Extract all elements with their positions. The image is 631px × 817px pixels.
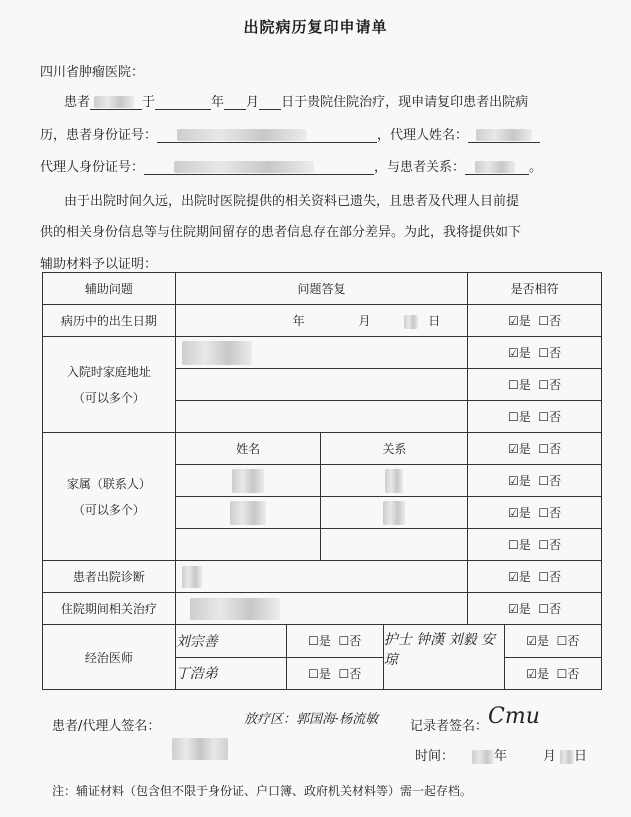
yes-checkbox[interactable]: ☐是 (508, 410, 531, 424)
no-checkbox[interactable]: ☐否 (538, 410, 562, 424)
time-label: 时间： (415, 749, 455, 764)
yes-checkbox[interactable]: ☐是 (308, 634, 331, 649)
recorder-label: 记录者签名： (410, 719, 489, 734)
admit-month-blank[interactable] (224, 95, 246, 110)
family-name-2[interactable] (175, 497, 321, 529)
no-checkbox[interactable]: ☐否 (556, 666, 580, 681)
doctor-2-match[interactable] (286, 657, 383, 689)
doctor-3-match-2[interactable] (504, 657, 601, 689)
year-label: 年 (211, 95, 225, 110)
period: 。 (529, 160, 543, 175)
family-name-1[interactable] (175, 465, 321, 497)
agent-id-blank[interactable] (144, 160, 374, 175)
doctor-grid (175, 625, 601, 690)
patient-id-blank[interactable] (157, 128, 377, 143)
birth-day-label: 日 (428, 314, 441, 328)
yes-checkbox-checked[interactable]: ☑是 (508, 442, 531, 456)
address-multi: （可以多个） (72, 390, 145, 405)
treatment-label: 住院期间相关治疗 (43, 593, 176, 625)
agent-name-label: ，代理人姓名： (377, 128, 469, 143)
signature-label: 患者/代理人签名： (52, 719, 161, 734)
para2-line2: 供的相关身份信息等与住院期间留存的患者信息存在部分差异。为此，我将提供如下 (40, 225, 522, 240)
admit-year-blank[interactable] (155, 95, 211, 110)
yes-checkbox-checked[interactable]: ☑是 (508, 346, 531, 360)
address-label: 入院时家庭地址 (66, 364, 151, 379)
yes-checkbox-checked[interactable]: ☑是 (508, 506, 531, 520)
no-checkbox[interactable]: ☐否 (538, 442, 562, 456)
doctor-1-name[interactable]: 刘宗善 (176, 625, 287, 657)
yes-checkbox[interactable]: ☐是 (508, 538, 531, 552)
header-match: 是否相符 (468, 273, 602, 305)
no-checkbox[interactable]: ☐否 (538, 602, 562, 616)
family-name-header: 姓名 (175, 433, 321, 465)
admit-day-blank[interactable] (259, 95, 281, 110)
doctor-label: 经治医师 (43, 625, 176, 690)
yes-checkbox-checked[interactable]: ☑是 (526, 634, 550, 649)
doctor-2-name[interactable]: 丁浩弟 (176, 657, 287, 689)
birth-match[interactable] (468, 305, 602, 337)
time-day: 日 (574, 749, 588, 764)
para1-line2 (40, 124, 540, 143)
family-relation-1[interactable] (321, 465, 468, 497)
relation-label: ，与患者关系： (374, 160, 466, 175)
birth-year-label: 年 (292, 314, 305, 328)
family-match-1[interactable] (468, 433, 602, 465)
diagnosis-answer[interactable] (175, 561, 467, 593)
family-label-cell (43, 433, 176, 561)
family-match-3[interactable] (468, 497, 602, 529)
header-question: 辅助问题 (43, 273, 176, 305)
yes-checkbox-checked[interactable]: ☑是 (526, 666, 550, 681)
family-match-4[interactable] (468, 529, 602, 561)
diagnosis-match[interactable] (468, 561, 602, 593)
birth-date-answer[interactable] (175, 305, 467, 337)
address-answer-2[interactable] (175, 369, 467, 401)
yes-checkbox-checked[interactable]: ☑是 (508, 570, 531, 584)
doctor-3-match-1[interactable] (504, 625, 601, 657)
yes-checkbox-checked[interactable]: ☑是 (508, 474, 531, 488)
diagnosis-label: 患者出院诊断 (43, 561, 176, 593)
address-label-cell (43, 337, 176, 433)
no-checkbox[interactable]: ☐否 (538, 506, 562, 520)
para1-line3 (40, 156, 542, 175)
page-title: 出院病历复印申请单 (243, 18, 388, 36)
family-relation-3[interactable] (321, 529, 468, 561)
patient-signature-redacted (172, 738, 228, 760)
yes-checkbox[interactable]: ☐是 (308, 666, 331, 681)
treatment-answer[interactable] (175, 593, 467, 625)
para1-text: 日于贵院住院治疗，现申请复印患者出院病 (281, 95, 529, 110)
recorder-signature[interactable]: Cmu (488, 704, 540, 729)
yes-checkbox-checked[interactable]: ☑是 (508, 314, 531, 328)
treatment-match[interactable] (468, 593, 602, 625)
yes-checkbox[interactable]: ☐是 (508, 378, 531, 392)
family-relation-header: 关系 (321, 433, 468, 465)
birth-month-label: 月 (358, 314, 371, 328)
patient-label: 患者 (64, 95, 91, 110)
no-checkbox[interactable]: ☐否 (338, 634, 362, 649)
month-label: 月 (246, 95, 260, 110)
hospital-salutation: 四川省肿瘤医院： (40, 65, 145, 80)
no-checkbox[interactable]: ☐否 (538, 570, 562, 584)
para2-line3: 辅助材料予以证明： (40, 257, 158, 272)
supporting-materials-table (42, 272, 602, 690)
footnote: 注：辅证材料（包含但不限于身份证、户口簿、政府机关材料等）需一起存档。 (52, 784, 473, 798)
para2-line1: 由于出院时间久远，出院时医院提供的相关资料已遗失，且患者及代理人目前提 (64, 194, 520, 209)
family-relation-2[interactable] (321, 497, 468, 529)
no-checkbox[interactable]: ☐否 (556, 634, 580, 649)
yes-checkbox-checked[interactable]: ☑是 (508, 602, 531, 616)
family-label: 家属（联系人） (66, 476, 151, 491)
address-match-1[interactable] (468, 337, 602, 369)
address-match-3[interactable] (468, 401, 602, 433)
agent-id-label: 代理人身份证号： (40, 160, 145, 175)
header-answer: 问题答复 (175, 273, 467, 305)
no-checkbox[interactable]: ☐否 (538, 378, 562, 392)
doctor-1-match[interactable] (286, 625, 383, 657)
family-multi: （可以多个） (72, 502, 145, 517)
address-answer-3[interactable] (175, 401, 467, 433)
no-checkbox[interactable]: ☐否 (538, 346, 562, 360)
birth-date-label: 病历中的出生日期 (43, 305, 176, 337)
para1-line1 (64, 91, 528, 110)
time-month: 月 (543, 749, 557, 764)
family-name-3[interactable] (175, 529, 321, 561)
no-checkbox[interactable]: ☐否 (338, 666, 362, 681)
agent-name-blank[interactable] (468, 128, 540, 143)
no-checkbox[interactable]: ☐否 (538, 538, 562, 552)
address-match-2[interactable] (468, 369, 602, 401)
no-checkbox[interactable]: ☐否 (538, 314, 562, 328)
family-match-2[interactable] (468, 465, 602, 497)
patient-name-blank[interactable] (90, 95, 142, 110)
time-year: 年 (494, 749, 508, 764)
patient-id-label: 历，患者身份证号： (40, 128, 158, 143)
handwritten-signature[interactable]: 放疗区：郭国海·杨流敏 (244, 712, 379, 727)
no-checkbox[interactable]: ☐否 (538, 474, 562, 488)
relation-blank[interactable] (465, 160, 529, 175)
address-answer-1[interactable] (175, 337, 467, 369)
at-label: 于 (142, 95, 156, 110)
sign-time (415, 745, 587, 764)
doctor-3-name[interactable]: 护士 钟漢 刘毅 安琼 (383, 625, 504, 689)
